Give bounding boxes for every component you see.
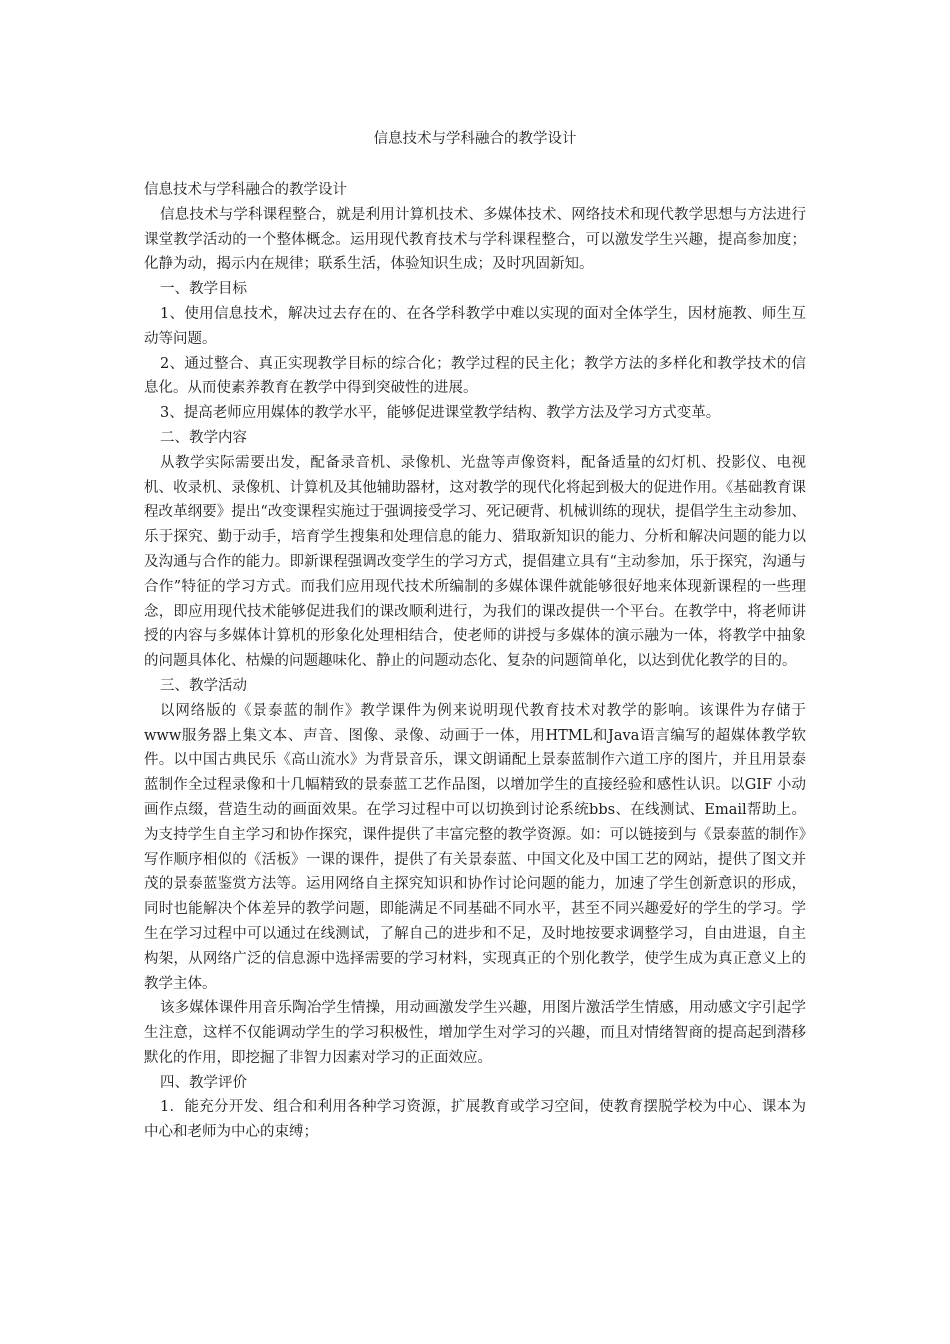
content-paragraph: 从教学实际需要出发，配备录音机、录像机、光盘等声像资料，配备适量的幻灯机、投影仪、电视机、收录机、录像机、计算机及其他辅助器材，这对教学的现代化将起到极大的促进作用。《基础教育课程改革纲要》提出“改变课程实施过于强调接受学习、死记硬背、机械训练的现状，提倡学生主动参加、乐于探究、勤于动手，培育学生搜集和处理信息的能力、猎取新知识的能力、分析和解决问题的能力以及沟通与合作的能力。即新课程强调改变学生的学习方式，提倡建立具有“主动参加，乐于探究，沟通与合作”特征的学习方式。而我们应用现代技术所编制的多媒体课件就能够很好地来体现新课程的一些理念，即应用现代技术能够促进我们的课改顺利进行，为我们的课改提供一个平台。在教学中，将老师讲授的内容与多媒体计算机的形象化处理相结合，使老师的讲授与多媒体的演示融为一体，将教学中抽象的问题具体化、枯燥的问题趣味化、静止的问题动态化、复杂的问题简单化，以达到优化教学的目的。	[144, 454, 806, 670]
activity-paragraph: 该多媒体课件用音乐陶冶学生情操，用动画激发学生兴趣，用图片激活学生情感，用动感文字引起学生注意，这样不仅能调动学生的学习积极性，增加学生对学习的兴趣，而且对情绪智商的提高起到潜移默化的作用，即挖掘了非智力因素对学习的正面效应。	[144, 1000, 806, 1066]
objective-item: 2、通过整合、真正实现教学目标的综合化；教学过程的民主化；教学方法的多样化和教学技术的信息化。从而使素养教育在教学中得到突破性的进展。	[144, 355, 806, 397]
objective-item: 3、提高老师应用媒体的教学水平，能够促进课堂教学结构、教学方法及学习方式变革。	[160, 405, 721, 422]
section-heading-activities: 三、教学活动	[160, 677, 247, 694]
document-title: 信息技术与学科融合的教学设计	[373, 131, 577, 147]
section-heading-evaluation: 四、教学评价	[160, 1074, 247, 1091]
document-subtitle: 信息技术与学科融合的教学设计	[144, 182, 347, 198]
intro-paragraph: 信息技术与学科课程整合，就是利用计算机技术、多媒体技术、网络技术和现代教学思想与方法进行课堂教学活动的一个整体概念。运用现代教育技术与学科课程整合，可以激发学生兴趣，提高参加度；化静为动，揭示内在规律；联系生活，体验知识生成；及时巩固新知。	[144, 206, 806, 273]
section-heading-objectives: 一、教学目标	[160, 281, 247, 298]
activity-paragraph: 以网络版的《景泰蓝的制作》教学课件为例来说明现代教育技术对教学的影响。该课件为存储于www服务器上集文本、声音、图像、录像、动画于一体，用HTML和Java语言编写的超媒体教学软件。以中国古典民乐《高山流水》为背景音乐，课文朗诵配上景泰蓝制作六道工序的图片，并且用景泰蓝制作全过程录像和十几幅精致的景泰蓝工艺作品图，以增加学生的直接经验和感性认识。以GIF 小动画作点缀，营造生动的画面效果。在学习过程中可以切换到讨论系统bbs、在线测试、Email帮助上。为支持学生自主学习和协作探究，课件提供了丰富完整的教学资源。如：可以链接到与《景泰蓝的制作》写作顺序相似的《活板》一课的课件，提供了有关景泰蓝、中国文化及中国工艺的网站，提供了图文并茂的景泰蓝鉴赏方法等。运用网络自主探究知识和协作讨论问题的能力，加速了学生创新意识的形成，同时也能解决个体差异的教学问题，即能满足不同基础不同水平，甚至不同兴趣爱好的学生的学习。学生在学习过程中可以通过在线测试，了解自己的进步和不足，及时地按要求调整学习，自由进退，自主构架，从网络广泛的信息源中选择需要的学习材料，实现真正的个别化教学，使学生成为真正意义上的教学主体。	[144, 702, 806, 992]
objective-item: 1、使用信息技术，解决过去存在的、在各学科教学中难以实现的面对全体学生，因材施教、师生互动等问题。	[144, 305, 806, 347]
evaluation-item: 1．能充分开发、组合和利用各种学习资源，扩展教育或学习空间，使教育摆脱学校为中心、课本为中心和老师为中心的束缚；	[144, 1099, 806, 1141]
section-heading-content: 二、教学内容	[160, 429, 247, 446]
document-page	[144, 126, 806, 1145]
